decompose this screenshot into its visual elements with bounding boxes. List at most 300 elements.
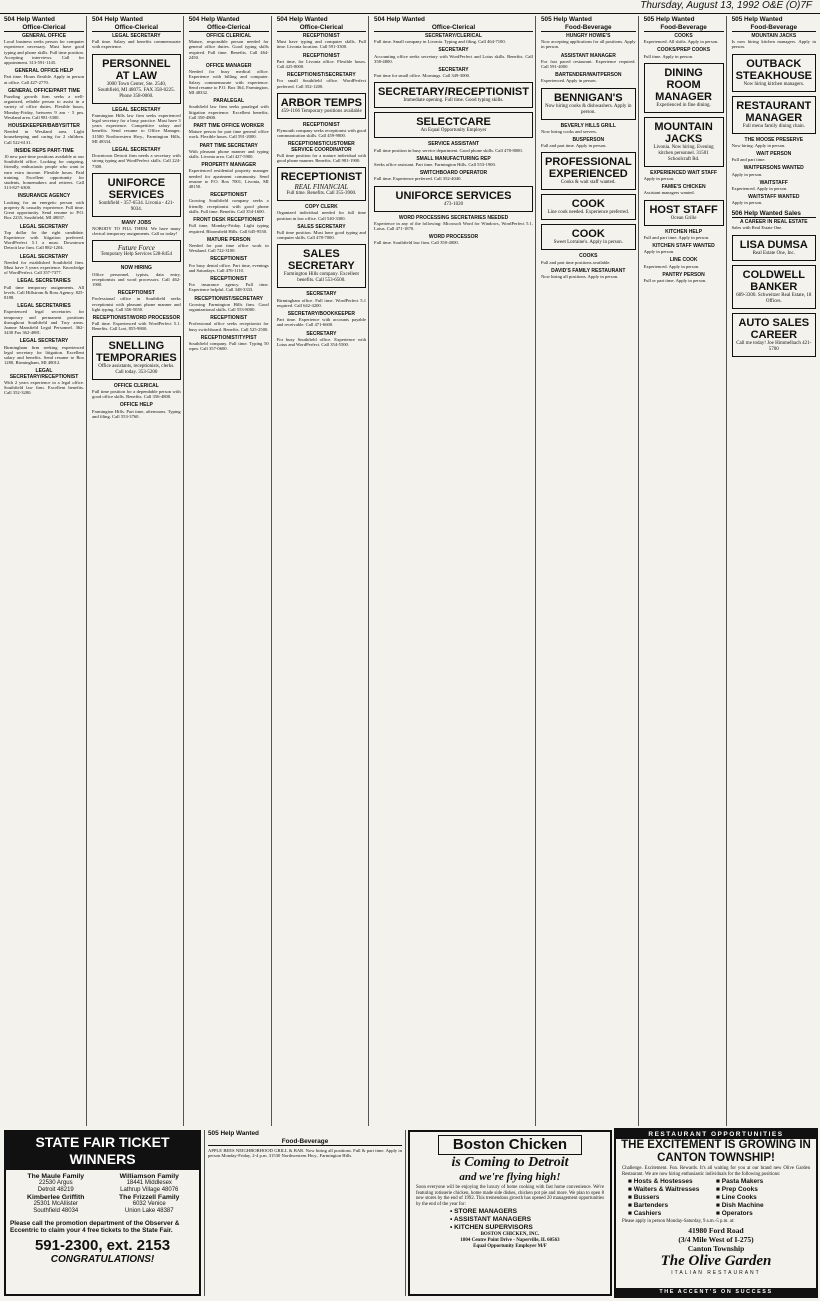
- classified-ad: [4, 89, 84, 120]
- logo-subtitle: ITALIAN RESTAURANT: [671, 1269, 761, 1276]
- classified-column: [642, 16, 727, 1126]
- ad-text: Full and part time positions available.: [540, 259, 611, 265]
- classified-ad: [4, 339, 84, 365]
- footer-bar: THE ACCENT'S ON SUCCESS: [616, 1288, 816, 1296]
- classified-ad: [4, 69, 84, 85]
- winner-name: Williamson Family: [119, 1173, 179, 1180]
- display-ad-big: PERSONNEL AT LAW: [102, 57, 171, 82]
- headline: is Coming to Detroit: [451, 1155, 569, 1170]
- ad-text: Full time. Small company in Livonia. Typing and filing. Call 464-7100.: [374, 39, 506, 45]
- ad-text: Needed for part time office work in Westland. Call 722-3100.: [188, 242, 269, 254]
- position-item: • KITCHEN SUPERVISORS: [450, 1224, 533, 1232]
- ad-text: Birmingham office. Full time. WordPerfect 5.1 required. Call 642-4200.: [276, 297, 367, 308]
- ad-title: LEGAL SECRETARY: [112, 147, 161, 154]
- classified-ad: [189, 316, 269, 332]
- display-ad: [644, 63, 724, 113]
- classified-ad: [189, 64, 269, 95]
- ad-text: Experienced legal secretaries for temporary and permanent positions throughout Southfield and Troy areas. Joanne Mansfield Legal Personnel. 362-3430 Fax 362-4881.: [4, 309, 85, 336]
- ad-title: MANY JOBS: [121, 219, 152, 226]
- ad-text: Farmington Hills law firm seeks experienced legal secretary for a busy practice. Must have 3 years experience. Competitive salary and benefits. Send resume to Office Manager, 31500 Northwestern Hwy., Farmington Hills, MI 48334.: [92, 112, 181, 144]
- classified-ad: [277, 142, 366, 163]
- display-ad: [374, 186, 533, 212]
- classified-ad: [4, 255, 84, 276]
- ad-text: Full time position. Must have good typing and computer skills. Call 478-7000.: [276, 230, 367, 241]
- ad-text: Part time. Hours flexible. Apply in person at office. Call 427-2770.: [4, 74, 85, 85]
- subheading-text: Office-Clerical: [299, 23, 344, 31]
- display-ad-small: Sweet Lorraine's. Apply in person.: [553, 240, 623, 246]
- ad-title: NOW HIRING: [120, 265, 152, 272]
- ad-text: Must have typing and computer skills. Full time. Livonia location. Call 591-3300.: [276, 39, 367, 50]
- classified-ad: [277, 292, 366, 308]
- display-ad-big: LISA DUMSA: [739, 238, 808, 251]
- position-label: Line Cooks: [721, 1194, 757, 1202]
- position-item: ■ Pasta Makers: [716, 1178, 764, 1186]
- congratulations: CONGRATULATIONS!: [50, 1253, 155, 1265]
- ad-text: Part time. Experience with accounts payable and receivable. Call 471-6600.: [276, 317, 367, 328]
- ad-title: COOKS: [674, 33, 693, 39]
- ad-title: MATURE PERSON: [206, 236, 251, 243]
- ad-title: PARALEGAL: [213, 98, 245, 105]
- ad-title: SWITCHBOARD OPERATOR: [419, 170, 488, 177]
- classified-ad: [374, 34, 533, 44]
- ad-text: 10 new part-time positions available at our Southfield office. Looking for outgoing, friendly, enthusiastic people who want to earn extra income. Flexible hours. Paid training. Excellent opportunity for students, homemakers and retirees. Call 313-827-6300.: [4, 154, 85, 191]
- display-ad-small: 473-1020: [443, 201, 464, 207]
- ad-title: FAMIE'S CHICKEN: [661, 184, 706, 191]
- classified-ad: [374, 68, 533, 78]
- position-grid: [616, 1178, 816, 1218]
- display-ad-big: RECEPTIONIST: [280, 171, 363, 184]
- ad-text: Accounting office seeks secretary with WordPerfect and Lotus skills. Benefits. Call 358-4800.: [374, 53, 533, 64]
- classified-ad: [189, 34, 269, 60]
- ad-text: For busy dental office. Part time, evenings and Saturdays. Call 476-1110.: [188, 262, 269, 273]
- ad-text: Sales with Real Estate One.: [731, 225, 783, 231]
- ad-text: Apply in person.: [731, 200, 763, 206]
- classified-ad: [732, 195, 816, 205]
- classified-ad: [189, 124, 269, 140]
- classified-ad: [189, 144, 269, 160]
- display-ad-big: DINING ROOM MANAGER: [655, 66, 712, 103]
- position-item: ■ Cashiers: [628, 1210, 662, 1218]
- apply-text: Please apply in person Monday-Saturday, 9 a.m.-5 p.m. at:: [622, 1219, 735, 1225]
- classified-ad: [644, 185, 724, 195]
- classified-ad: [541, 124, 636, 134]
- ad-title: THE MOOSE PRESERVE: [744, 136, 804, 143]
- display-ad: [277, 167, 366, 201]
- ad-text: Needed in Westland area. Light housekeeping and caring for 2 children. Call 522-6131.: [4, 129, 85, 145]
- display-ad: [541, 194, 636, 220]
- classified-ad: [644, 48, 724, 58]
- claim-phone: 591-2300, ext. 2153: [34, 1236, 171, 1254]
- classified-columns: [2, 16, 818, 1126]
- ad-title: PROPERTY MANAGER: [201, 162, 257, 169]
- ad-title: RECEPTIONIST: [210, 256, 248, 263]
- heading-text: 504 Help Wanted: [374, 16, 425, 23]
- ad-text: Full time, Monday-Friday. Light typing required. Bloomfield Hills. Call 645-9530.: [188, 223, 269, 234]
- ad-text: Experience in any of the following: Microsoft Word for Windows, WordPerfect 5.1, Lotus. Call 471-1870.: [374, 220, 533, 232]
- winner-line2: Detroit 48219: [37, 1187, 74, 1193]
- classified-ad: [644, 230, 724, 240]
- ad-text: Now hiring. Apply in person.: [731, 142, 786, 148]
- ad-text: Full or part time. Apply in person.: [643, 278, 707, 284]
- winner-line2: Lathrup Village 48076: [120, 1187, 179, 1193]
- ad-title: RECEPTIONIST: [302, 52, 340, 59]
- boston-chicken-ad: [408, 1130, 612, 1296]
- ad-text: Full time temporary assignments. All levels. Call Hillstrom & Ross Agency. 825-8188.: [4, 284, 85, 300]
- ad-title: BEVERLY HILLS GRILL: [560, 122, 616, 129]
- position-item: ■ Hosts & Hostesses: [628, 1178, 693, 1186]
- display-ad-small: Livonia. Now hiring. Evening kitchen personnel. 31501 Schoolcraft Rd.: [653, 144, 714, 162]
- ad-title: OFFICE CLERICAL: [113, 382, 159, 389]
- classified-ad: [189, 163, 269, 189]
- classified-ad: [541, 34, 636, 50]
- ad-text: Experienced. Apply in person.: [643, 263, 700, 269]
- display-ad-small: 459-1166 Temporary positions available: [281, 108, 362, 114]
- ad-text: Assistant managers wanted.: [643, 190, 695, 196]
- display-ad: [732, 313, 816, 357]
- ad-text: Downtown Detroit firm needs a secretary with strong typing and WordPerfect skills. Call 224-7300.: [92, 153, 181, 169]
- classified-ad: [644, 273, 724, 283]
- display-ad-small: Now hiring kitchen managers.: [743, 81, 805, 87]
- heading-text: 504 Help Wanted: [188, 16, 240, 23]
- position-item: ■ Waiters & Waitresses: [628, 1186, 700, 1194]
- display-ad-big: SELECTCARE: [416, 116, 491, 129]
- display-ad-small: Immediate opening. Full time. Good typing skills.: [403, 98, 504, 104]
- ad-title: RECEPTIONIST/WORD PROCESSOR: [92, 315, 181, 322]
- position-label: Hosts & Hostesses: [633, 1178, 693, 1186]
- display-ad-small: Experienced in fine dining.: [656, 102, 711, 108]
- column-heading: [208, 1130, 402, 1146]
- ad-text: Full time position for a dependable person with good office skills. Benefits. Call 356-4800.: [92, 388, 181, 400]
- display-ad-big: COOK: [571, 228, 605, 241]
- position-list: [410, 1208, 610, 1232]
- ad-text: Full time. Salary and benefits commensurate with experience.: [92, 39, 181, 50]
- classified-ad: [277, 123, 366, 139]
- display-ad-small: Southfield - 357-6534. Livonia - 421-9034.: [98, 200, 175, 212]
- classified-ad: [644, 244, 724, 254]
- ad-text: For small Southfield office. WordPerfect preferred. Call 352-1200.: [276, 78, 367, 89]
- column-heading: [4, 16, 84, 32]
- display-ad: [92, 173, 181, 217]
- ad-text: Local business seeks person for computer experience necessary. Must have good typing and phone skills. Full time position. Accepting interviews. Call for appointment. 313-591-1145.: [4, 39, 85, 66]
- classified-ad: [4, 194, 84, 220]
- winner-line2: Union Lake 48387: [124, 1208, 174, 1214]
- classified-ad: [4, 124, 84, 145]
- winner: [103, 1173, 197, 1194]
- display-ad: [644, 117, 724, 167]
- classified-ad: [374, 216, 533, 232]
- classified-ad: [732, 34, 816, 50]
- classified-ad: [92, 384, 181, 400]
- classified-ad: [732, 181, 816, 191]
- classified-ad: [4, 279, 84, 300]
- subheadline: and we're flying high!: [459, 1171, 561, 1183]
- display-ad: [732, 265, 816, 309]
- ad-text: Needed for established Southfield firm. Must have 3 years experience. Knowledge of WordPerfect. Call 357-7377.: [4, 259, 85, 276]
- ad-title: LEGAL SECRETARY: [19, 338, 69, 345]
- display-ad-big: UNIFORCE SERVICES: [107, 176, 166, 201]
- classified-ad: [4, 34, 84, 65]
- display-ad: [732, 54, 816, 92]
- classified-ad: [189, 336, 269, 352]
- column-heading: [644, 16, 724, 32]
- classified-ad: [92, 108, 181, 144]
- body-text: Soon everyone will be enjoying the luxury of home cooking with fast home convenience. We're featuring rotisserie chicken, home made side dishes, chicken pot pie and more. We plan to open 8 new stores by the end of 1992. This tremendous growth has opened 20 management opportunities by the end of the year for:: [416, 1185, 604, 1207]
- classified-ad: [277, 54, 366, 70]
- subheading-text: Office-Clerical: [207, 23, 251, 31]
- company-name: BOSTON CHICKEN, INC.: [480, 1232, 540, 1238]
- address-line-1: 41980 Ford Road: [688, 1225, 744, 1235]
- winner-name: The Frizzell Family: [119, 1194, 180, 1201]
- ad-title: KITCHEN STAFF WANTED: [652, 243, 715, 250]
- ad-title: WAIT PERSON: [756, 151, 792, 158]
- ad-text: Now hiring cooks and servers.: [540, 128, 597, 134]
- ad-title: RECEPTIONIST: [302, 121, 340, 128]
- classified-column: [187, 16, 272, 1126]
- classified-column: [539, 16, 639, 1126]
- ad-title: RECEPTIONIST: [210, 315, 248, 322]
- classified-ad: [189, 297, 269, 313]
- display-ad-big: UNIFORCE SERVICES: [395, 189, 512, 202]
- display-ad-small: Call me today! Joe Himmelbach 421-5700: [736, 340, 812, 352]
- display-ad: [92, 240, 181, 262]
- classified-ad: [277, 205, 366, 221]
- ad-text: Experienced. Apply in person.: [540, 78, 597, 84]
- ad-text: Part time, for Livonia office. Flexible hours. Call 425-8000.: [276, 58, 367, 70]
- food-beverage-header-block: [204, 1130, 406, 1296]
- ad-text: Full time position for a mature individual with good phone manner. Benefits. Call 981-1900.: [276, 152, 367, 164]
- ad-title: FRONT DESK RECEPTIONIST: [193, 217, 265, 224]
- display-ad: [277, 244, 366, 288]
- display-ad: [92, 54, 181, 104]
- classified-column: [275, 16, 369, 1126]
- classified-ad: [541, 73, 636, 83]
- winner-list: [6, 1170, 199, 1218]
- classified-ad: [4, 304, 84, 335]
- position-label: Prep Cooks: [721, 1186, 758, 1194]
- classified-ad: [732, 138, 816, 148]
- column-heading: [189, 16, 269, 32]
- heading-text: 505 Help Wanted: [643, 16, 695, 23]
- subheading-text: Food-Beverage: [565, 23, 612, 31]
- classified-ad: [189, 238, 269, 254]
- ad-title: COOKS/PREP COOKS: [657, 47, 711, 54]
- classified-ad: [92, 266, 181, 287]
- classified-column: [372, 16, 536, 1126]
- ad-text: Organized individual needed for full time position in law office. Call 540-3300.: [276, 210, 367, 221]
- address-line-2: (3/4 Mile West of I-275): [678, 1234, 754, 1244]
- ad-title: LEGAL SECRETARY: [19, 253, 69, 260]
- ad-title: EXPERIENCED WAIT STAFF: [650, 169, 718, 176]
- classified-ad: [92, 221, 181, 237]
- display-ad-big: SNELLING TEMPORARIES: [96, 339, 177, 364]
- winner: [9, 1194, 103, 1215]
- ad-title: SALES SECRETARY: [297, 223, 346, 230]
- ad-title: GENERAL OFFICE/PART TIME: [7, 87, 81, 94]
- ad-title: LEGAL SECRETARY/RECEPTIONIST: [9, 368, 79, 380]
- ad-title: LEGAL SECRETARY: [112, 106, 161, 113]
- ad-text: Experienced. Apply in person.: [731, 186, 788, 192]
- display-ad-big: COLDWELL BANKER: [742, 268, 805, 293]
- position-item: • STORE MANAGERS: [450, 1208, 518, 1216]
- classified-ad: [92, 316, 181, 332]
- ad-title: WAITSTAFF WANTED: [748, 194, 800, 201]
- classified-ad: [644, 34, 724, 44]
- display-ad-italic: REAL FINANCIAL: [294, 183, 349, 192]
- ad-text: Experienced residential property manager needed for apartment community. Send resume to P.O. Box 7001, Livonia, MI 48150.: [188, 168, 269, 190]
- ad-title: RECEPTIONIST/TYPIST: [200, 334, 257, 341]
- heading-text: 505 Help Wanted: [540, 16, 592, 23]
- ad-title: SECRETARY: [438, 67, 469, 74]
- classified-ad: [374, 48, 533, 64]
- subheading-text: Office-Clerical: [431, 23, 476, 31]
- ad-text: Full time. Apply in person.: [643, 53, 694, 59]
- ad-title: COOKS: [579, 253, 598, 260]
- classified-ad: [541, 54, 636, 70]
- classified-ad: [92, 34, 181, 50]
- ad-text: Apply in person.: [643, 176, 675, 182]
- ad-text: Full and part time.: [731, 157, 766, 163]
- display-ad-big: AUTO SALES CAREER: [738, 316, 810, 341]
- subheading-text: Food-Beverage: [281, 1137, 329, 1145]
- display-ad-small: Full time. Benefits. Call 355-3900.: [286, 191, 357, 197]
- ad-text: Growing Farmington Hills firm. Good organizational skills. Call 553-8000.: [188, 301, 269, 312]
- display-ad: [541, 88, 636, 120]
- boston-chicken-logo: Boston Chicken: [438, 1135, 582, 1155]
- display-ad: [732, 96, 816, 134]
- classified-ad: [189, 277, 269, 293]
- classified-ad: [4, 225, 84, 251]
- ad-text: Top dollar for the right candidate. Experience with litigation preferred. WordPerfect 5.1 a must. Downtown Detroit law firm. Call 882-1204.: [4, 229, 85, 251]
- ad-text: Full time. Southfield law firm. Call 350-4000.: [374, 240, 459, 246]
- display-ad-big: COOK: [571, 198, 605, 211]
- classified-ad: [732, 152, 816, 162]
- display-ad-big: MOUNTAIN JACKS: [654, 120, 713, 145]
- display-ad-big: OUTBACK STEAKHOUSE: [735, 57, 812, 82]
- display-ad-small: Cooks & wait staff wanted.: [560, 180, 616, 186]
- ad-title: SMALL MANUFACTURING REP: [416, 155, 491, 162]
- ad-title: OFFICE CLERICAL: [206, 33, 252, 39]
- ad-title: SECRETARY/CLERICAL: [425, 33, 482, 39]
- display-ad-big: SECRETARY/RECEPTIONIST: [378, 86, 529, 99]
- display-ad: [541, 224, 636, 250]
- state-fair-ad: [4, 1130, 201, 1296]
- ad-text: Now hiring all positions. Apply in person.: [540, 274, 619, 280]
- display-ad-small: Real Estate One, Inc.: [752, 250, 795, 256]
- display-ad-small: 689-3300. Schweitzer Real Estate, 18 Offices.: [736, 292, 812, 304]
- position-item: ■ Operators: [716, 1210, 753, 1218]
- classified-column: [90, 16, 184, 1126]
- winner: [9, 1173, 103, 1194]
- subheading-text: Office-Clerical: [114, 23, 159, 31]
- heading-text: 505 Help Wanted: [208, 1130, 259, 1137]
- ad-text: Office personnel, typists, data entry, receptionists and word processors. Call 462-1900.: [92, 271, 181, 288]
- ad-text: Experienced. All shifts. Apply in person.: [643, 39, 719, 45]
- ad-text: Puzzling growth firm seeks a well-organized, reliable person to assist in a variety of office duties. Flexible hours, Monday-Friday, between 9 am - 5 pm. Westland area. Call 981-3300.: [4, 94, 85, 120]
- ad-text: For fast paced restaurant. Experience required. Call 591-4000.: [540, 58, 636, 70]
- ad-title: SECRETARY: [438, 47, 469, 54]
- ad-title: SECRETARY/BOOKKEEPER: [287, 311, 355, 318]
- position-item: ■ Line Cooks: [716, 1194, 757, 1202]
- display-ad-big: RESTAURANT MANAGER: [736, 99, 812, 124]
- column-heading: [92, 16, 181, 32]
- display-ad: [541, 152, 636, 190]
- ad-text: Now accepting applications for all positions. Apply in person.: [540, 39, 636, 50]
- classified-ad: [732, 166, 816, 176]
- ad-title: SECRETARY: [306, 291, 337, 298]
- subheading-text: Office-Clerical: [22, 23, 66, 31]
- ad-title: INSIDE REPS PART-TIME: [14, 147, 74, 154]
- winner-line1: 25301 McAllister: [33, 1201, 78, 1207]
- position-label: Pasta Makers: [721, 1178, 764, 1186]
- heading-text: 504 Help Wanted: [276, 16, 328, 23]
- classified-ad: [277, 332, 366, 348]
- ad-title: A CAREER IN REAL ESTATE: [739, 219, 808, 226]
- ad-title: HOUSEKEEPER/BABYSITTER: [8, 123, 80, 130]
- display-ad-small: 3000 Town Center, Ste. 2540, Southfield, MI 48075. FAX 358-0225. Phone 358-0060.: [97, 81, 175, 99]
- display-ad-big: HOST STAFF: [649, 203, 718, 216]
- ad-title: PART TIME OFFICE WORKER: [193, 123, 264, 130]
- ad-text: Birmingham firm seeking experienced legal secretary for litigation. Excellent salary and benefits. Send resume to Box 1280, Birmingham, MI 48012.: [4, 344, 85, 366]
- ad-title: GENERAL OFFICE HELP: [14, 68, 74, 75]
- ad-title: OFFICE HELP: [119, 402, 153, 409]
- classified-ad: [541, 269, 636, 279]
- ad-title: LEGAL SECRETARY: [19, 223, 69, 230]
- headline: THE EXCITEMENT IS GROWING IN CANTON TOWNSHIP!: [621, 1139, 811, 1164]
- classified-ad: [277, 34, 366, 50]
- position-label: Dish Machine: [721, 1202, 764, 1210]
- classified-ad: [541, 254, 636, 264]
- position-label: Operators: [721, 1210, 753, 1218]
- classified-ad: [374, 171, 533, 181]
- display-ad-small: Line cook needed. Experience preferred.: [547, 210, 629, 216]
- ad-title: PANTRY PERSON: [662, 271, 705, 278]
- ad-text: Full and part time. Apply in person.: [540, 143, 607, 149]
- ad-title: WAITSTAFF: [759, 179, 788, 186]
- subheading-text: Food-Beverage: [750, 23, 798, 31]
- winner-name: Kimberlee Griffith: [27, 1194, 85, 1201]
- display-ad-small: Now hiring cooks & dishwashers. Apply in person.: [545, 103, 632, 115]
- display-ad-small: Temporary Help Services 528-8454: [100, 252, 173, 258]
- classified-ad: [92, 403, 181, 419]
- ad-text: With 2 years experience in a legal office. Southfield law firm. Excellent benefits. Call 352-3200.: [4, 379, 85, 396]
- ad-text: Apply in person.: [643, 249, 675, 255]
- classified-ad: [189, 193, 269, 214]
- state-fair-title: STATE FAIR TICKET WINNERS: [6, 1132, 199, 1170]
- ad-title: RECEPTIONIST/SECRETARY: [194, 295, 264, 302]
- ad-text: Full time. Experience preferred. Call 352-4040.: [374, 176, 462, 182]
- ad-text: For busy Southfield office. Experience with Lotus and WordPerfect. Call 354-5500.: [276, 336, 367, 348]
- display-ad: [732, 235, 816, 261]
- classified-ad: [374, 142, 533, 152]
- display-ad-big: PROFESSIONAL EXPERIENCED: [544, 156, 632, 181]
- winner-line1: 22530 Argus: [38, 1180, 73, 1186]
- ad-title: MOUNTAIN JACKS: [751, 33, 797, 39]
- claim-note: Please call the promotion department of the Observer & Eccentric to claim your 4 free tickets to the State Fair.: [10, 1220, 180, 1235]
- ad-text: Growing Southfield company seeks a friendly receptionist with good phone skills. Full time. Benefits. Call 354-1600.: [188, 198, 269, 214]
- position-item: ■ Dish Machine: [716, 1202, 764, 1210]
- display-ad: [644, 200, 724, 226]
- display-ad-big: BENNIGAN'S: [553, 91, 623, 104]
- ad-title: LEGAL SECRETARIES: [17, 303, 71, 310]
- classified-ad: [92, 148, 181, 169]
- position-label: Cashiers: [633, 1210, 662, 1218]
- ad-text: Professional office seeks receptionist for busy switchboard. Benefits. Call 525-2500.: [188, 321, 269, 332]
- display-ad: [92, 336, 181, 380]
- ad-title: LEGAL SECRETARIES: [17, 278, 71, 285]
- display-ad-italic: Future Force: [117, 244, 155, 253]
- ad-text: Seeks office assistant. Part time. Farmington Hills. Call 553-1900.: [374, 162, 496, 168]
- display-ad-small: Office assistants, receptionists, clerks. Call today. 353-5200: [98, 363, 175, 375]
